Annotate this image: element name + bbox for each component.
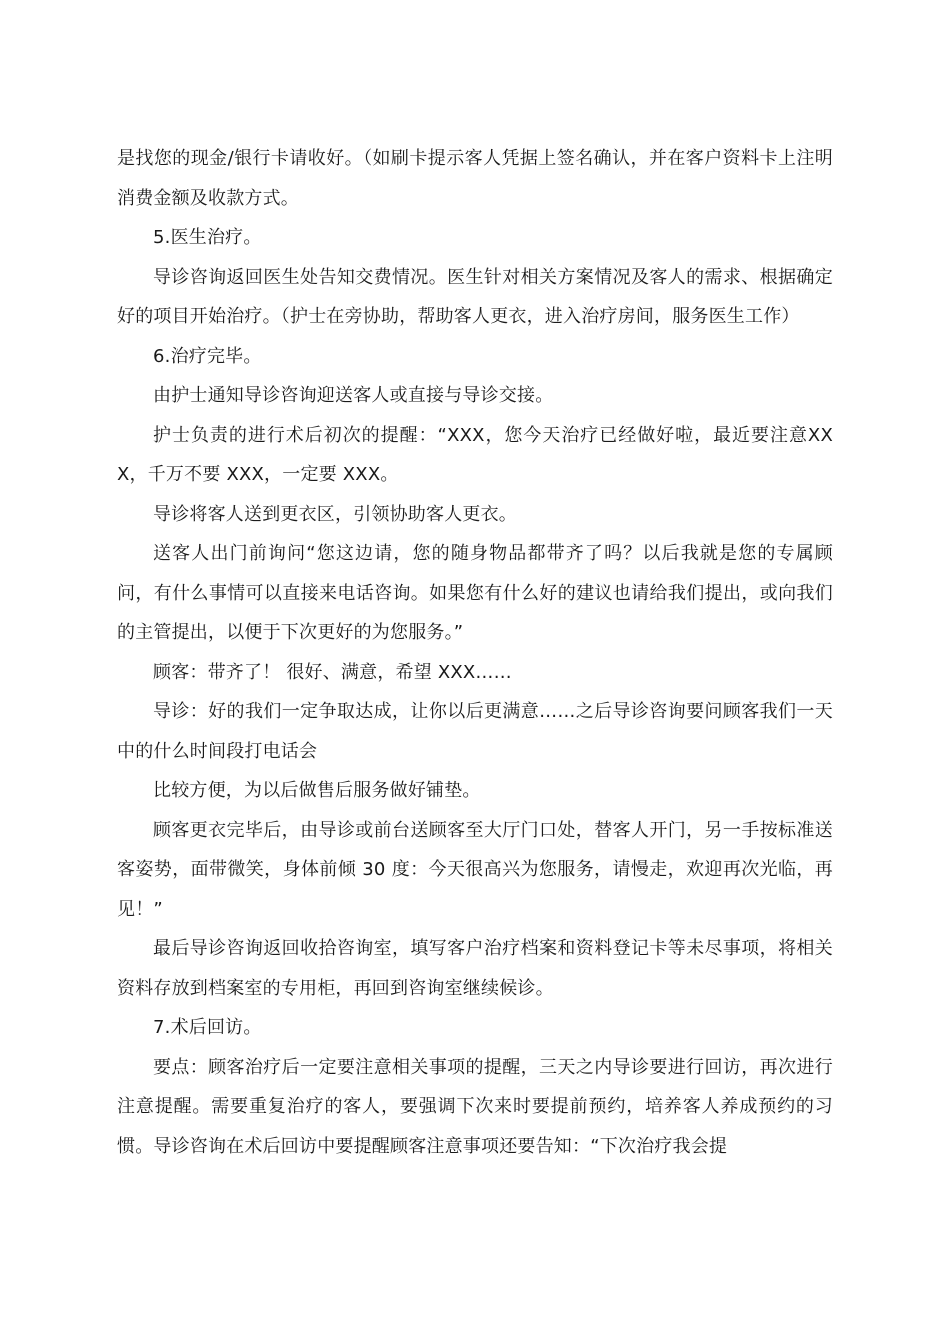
heading-treatment-complete: 6.治疗完毕。 [153, 345, 262, 367]
paragraph-doctor-treatment: 导诊咨询返回医生处告知交费情况。医生针对相关方案情况及客人的需求、根据确定好的项目开始治疗。（护士在旁协助，帮助客人更衣，进入治疗房间，服务医生工作） [117, 266, 833, 327]
paragraph-escort-out: 顾客更衣完毕后，由导诊或前台送顾客至大厅门口处，替客人开门，另一手按标准送客姿势，面带微笑，身体前倾 30 度：今天很高兴为您服务，请慢走，欢迎再次光临，再见！” [117, 819, 833, 920]
paragraph-farewell-question: 送客人出门前询问“您这边请，您的随身物品都带齐了吗？以后我就是您的专属顾问，有什么事情可以直接来电话咨询。如果您有什么好的建议也请给我们提出，或向我们的主管提出，以便于下次更好的为您服务。” [117, 543, 833, 643]
paragraph-follow-up-points: 要点：顾客治疗后一定要注意相关事项的提醒，三天之内导诊要进行回访，再次进行注意提醒。需要重复治疗的客人，要强调下次来时要提前预约，培养客人养成预约的习惯。导诊咨询在术后回访中要提醒顾客注意事项还要告知：“下次治疗我会提 [117, 1056, 833, 1157]
paragraph-payment-continued: 是找您的现金/银行卡请收好。（如刷卡提示客人凭据上签名确认，并在客户资料卡上注明消费金额及收款方式。 [117, 148, 833, 209]
paragraph-changing-area: 导诊将客人送到更衣区，引领协助客人更衣。 [153, 503, 517, 525]
paragraph-guide-reply: 导诊：好的我们一定争取达成，让你以后更满意……之后导诊咨询要问顾客我们一天中的什么时间段打电话会 [117, 701, 833, 762]
paragraph-after-sales: 比较方便，为以后做售后服务做好铺垫。 [153, 780, 481, 801]
heading-follow-up: 7.术后回访。 [153, 1017, 262, 1038]
paragraph-nurse-notify: 由护士通知导诊咨询迎送客人或直接与导诊交接。 [153, 385, 554, 406]
paragraph-nurse-reminder: 护士负责的进行术后初次的提醒：“XXX，您今天治疗已经做好啦，最近要注意XXX，千万不要 XXX，一定要 XXX。 [117, 424, 833, 485]
document-body [117, 139, 833, 1166]
paragraph-records: 最后导诊咨询返回收拾咨询室，填写客户治疗档案和资料登记卡等未尽事项，将相关资料存放到档案室的专用柜，再回到咨询室继续候诊。 [117, 938, 833, 999]
paragraph-customer-reply: 顾客：带齐了！ 很好、满意，希望 XXX…… [153, 661, 512, 683]
heading-doctor-treatment: 5.医生治疗。 [153, 227, 262, 248]
